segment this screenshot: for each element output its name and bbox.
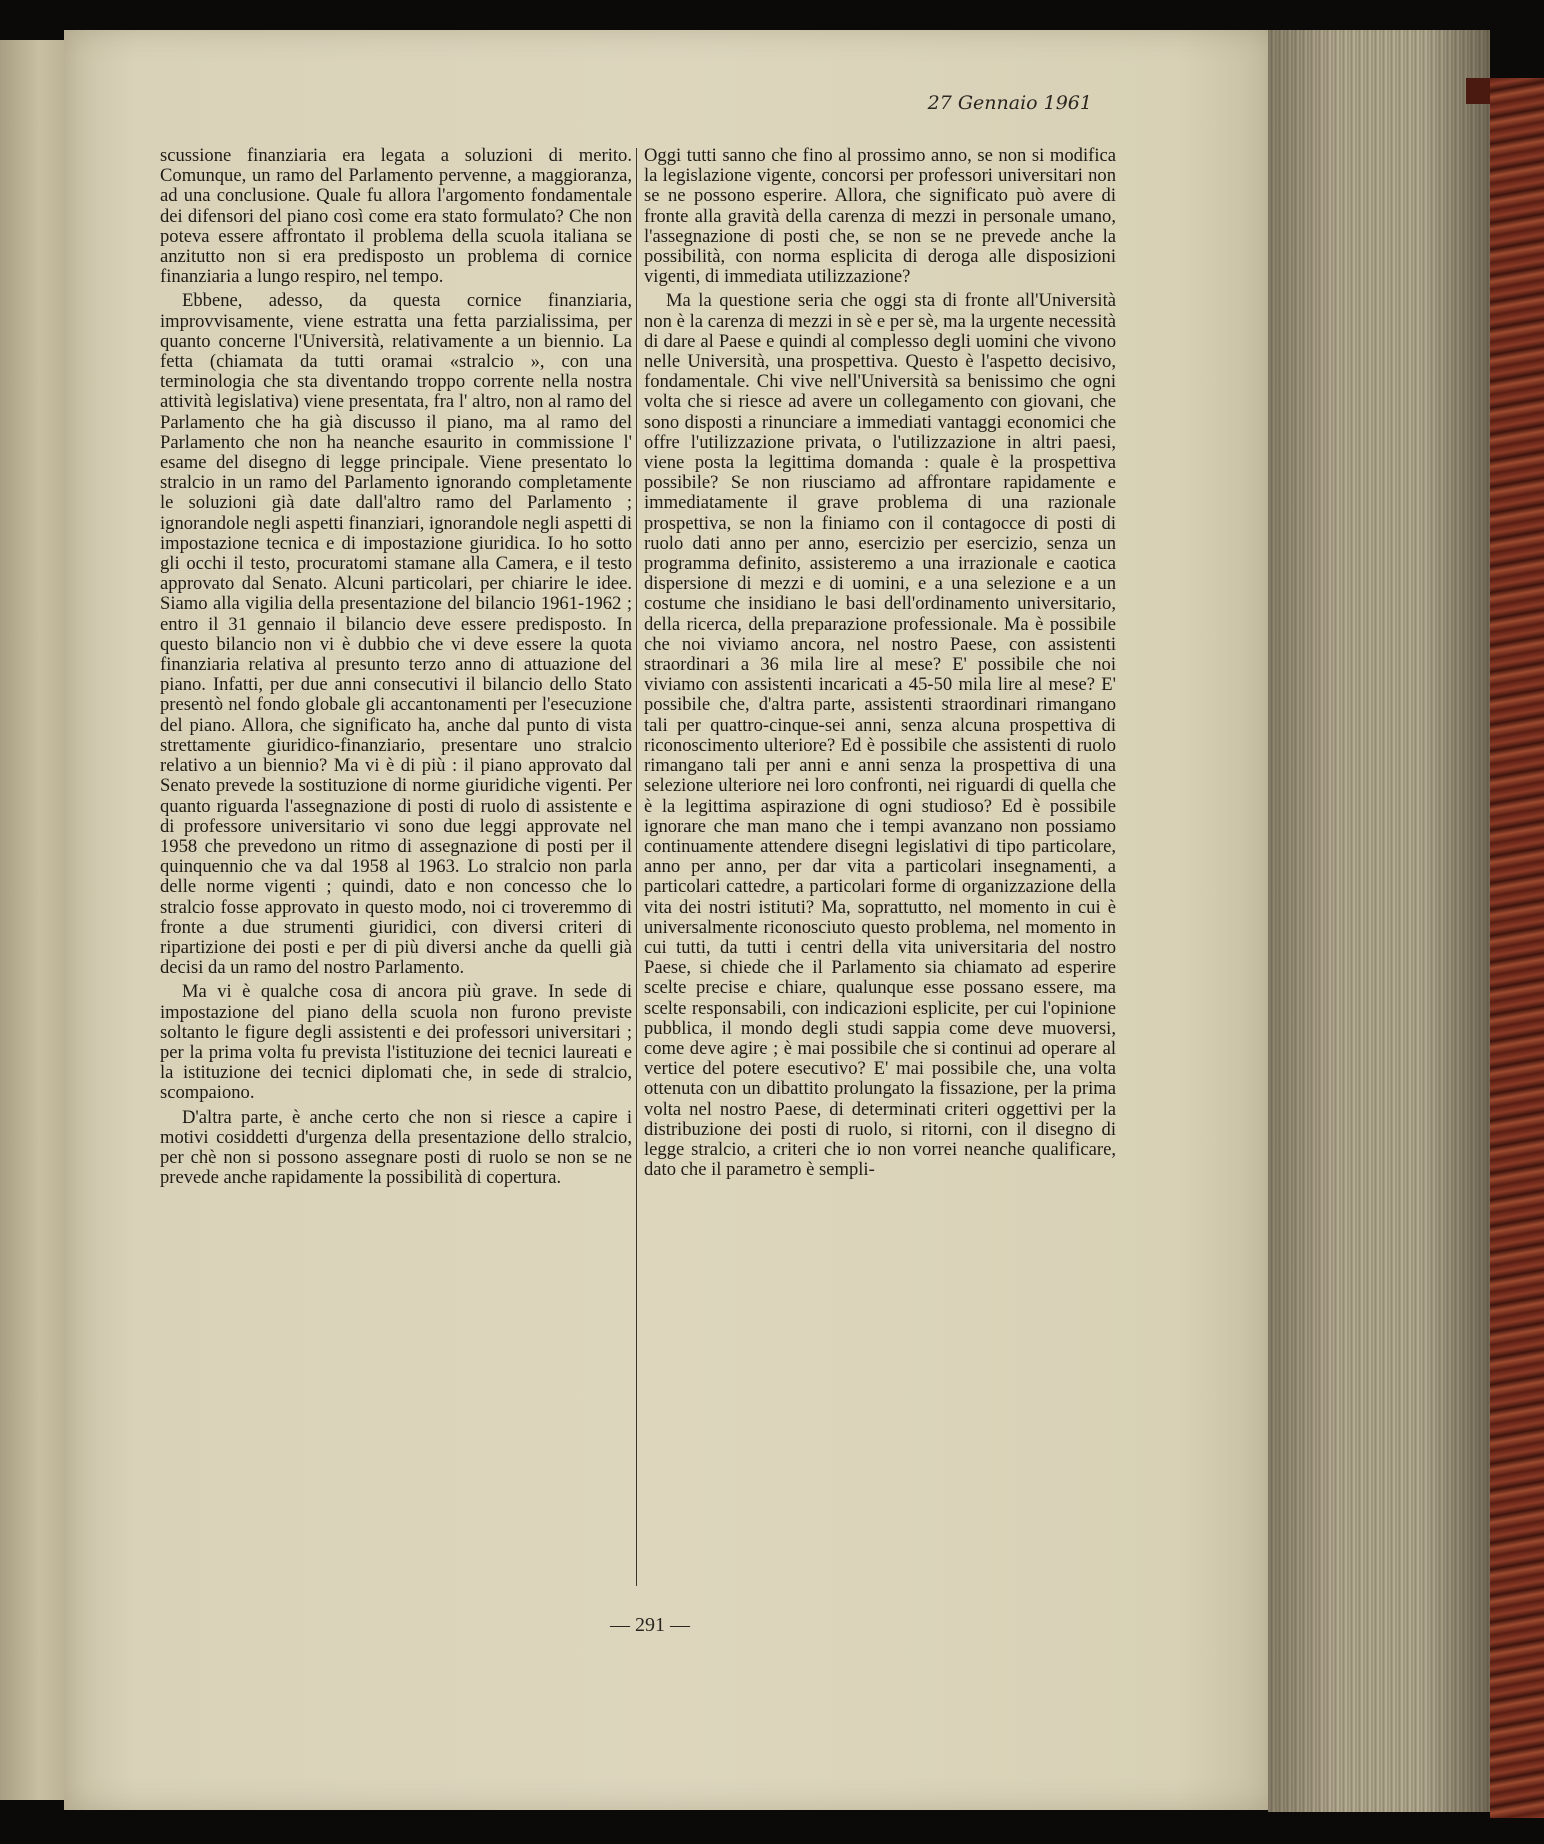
right-text-column: [644, 146, 1116, 1184]
left-text-column: [160, 146, 632, 1192]
paragraph: scussione finanziaria era legata a soluzioni di merito. Comunque, un ramo del Parlamento pervenne, a maggioranza, ad una conclusione. Quale fu allora l'argomento fondamentale dei difensori del piano così come era stato formulato? Che non poteva essere affrontato il problema della scuola italiana se anzitutto non si era predisposto un problema di cornice finanziaria a lungo respiro, nel tempo.: [160, 145, 632, 288]
running-head-date: 27 Gennaio 1961: [927, 92, 1092, 114]
stacked-page-edges: [1268, 30, 1490, 1812]
paragraph: Ma la questione seria che oggi sta di fronte all'Università non è la carenza di mezzi in sè e per sè, ma la urgente necessità di dare al Paese e quindi al complesso degli uomini che vivono nelle Università, una prospettiva. Questo è l'aspetto decisivo, fondamentale. Chi vive nell'Università sa benissimo che ogni volta che si riesce ad avere un collegamento con giovani, che sono disposti a rinunciare a immediati vantaggi economici che offre l'utilizzazione privata, o l'utilizzazione in altri paesi, viene posta la legittima domanda : quale è la prospettiva possibile? Se non riusciamo ad affrontare rapidamente e immediatamente il grave problema di una razionale prospettiva, se non la finiamo con il contagocce di posti di ruolo dati anno per anno, esercizio per esercizio, senza un programma definito, assisteremo a una irrazionale e caotica dispersione di mezzi e di uomini, e a una selezione e a un costume che insidiano le basi dell'ordinamento universitario, della ricerca, della preparazione professionale. Ma è possibile che noi viviamo ancora, nel nostro Paese, con assistenti straordinari a 36 mila lire al mese? E' possibile che noi viviamo con assistenti incaricati a 45-50 mila lire al mese? E' possibile che, d'altra parte, assistenti straordinari rimangano tali per quattro-cinque-sei anni, senza alcuna prospettiva di riconoscimento ulteriore? Ed è possibile che assistenti di ruolo rimangano tali per anni e anni senza la prospettiva di una selezione ulteriore nei loro confronti, nei riguardi di quella che è la legittima aspirazione di ogni studioso? Ed è possibile ignorare che man mano che i tempi avanzano non possiamo continuamente attendere disegni legislativi di tipo particolare, anno per anno, per dar vita a particolari insegnamenti, a particolari cattedre, a particolari forme di organizzazione della vita dei nostri istituti? Ma, soprattutto, nel momento in cui è universalmente riconosciuto questo problema, nel momento in cui tutti, da tutti i centri della vita universitaria del nostro Paese, si chiede che il Parlamento sia chiamato ad esperire scelte precise e chiare, qualunque esse possano essere, ma scelte responsabili, con indicazioni esplicite, per cui l'opinione pubblica, il mondo degli studi sappia come deve muoversi, come deve agire ; è mai possibile che si continui ad operare al vertice del potere esecutivo? E' mai possibile che, una volta ottenuta con un dibattito prolungato la fissazione, per la prima volta nel nostro Paese, di determinati criteri oggettivi per la distribuzione dei posti di ruolo, si ritorni, con il disegno di legge stralcio, a criteri che io non vorrei neanche qualificare, dato che il parametro è sempli-: [644, 290, 1116, 1181]
column-divider: [636, 148, 637, 1586]
paragraph: Ma vi è qualche cosa di ancora più grave. In sede di impostazione del piano della scuola non furono previste soltanto le figure degli assistenti e dei professori universitari ; per la prima volta fu prevista l'istituzione dei tecnici laureati e la istituzione dei tecnici diplomati che, in sede di stralcio, scompaiono.: [160, 981, 632, 1104]
marbled-cover-edge: [1490, 78, 1544, 1818]
paragraph: Oggi tutti sanno che fino al prossimo anno, se non si modifica la legislazione vigente, concorsi per professori universitari non se ne possono esperire. Allora, che significato può avere di fronte alla gravità della carenza di mezzi in personale umano, l'assegnazione di posti che, se non se ne prevede anche la possibilità, con norma esplicita di deroga alle disposizioni vigenti, di immediata utilizzazione?: [644, 145, 1116, 288]
page-number: — 291 —: [610, 1614, 690, 1636]
previous-page-edge: [0, 40, 74, 1800]
paragraph: Ebbene, adesso, da questa cornice finanziaria, improvvisamente, viene estratta una fetta parzialissima, per quanto concerne l'Università, relativamente a un biennio. La fetta (chiamata da tutti oramai «stralcio », con una terminologia che sta diventando troppo corrente nella nostra attività legislativa) viene presentata, fra l' altro, non al ramo del Parlamento che ha già discusso il piano, ma al ramo del Parlamento che non ha neanche esaurito in commissione l' esame del disegno di legge principale. Viene presentato lo stralcio in un ramo del Parlamento ignorando completamente le soluzioni già date dall'altro ramo del Parlamento ; ignorandole negli aspetti finanziari, ignorandole negli aspetti di impostazione tecnica e di impostazione giuridica. Io ho sotto gli occhi il testo, procuratomi stamane alla Camera, e il testo approvato dal Senato. Alcuni particolari, per chiarire le idee. Siamo alla vigilia della presentazione del bilancio 1961-1962 ; entro il 31 gennaio il bilancio deve essere predisposto. In questo bilancio non vi è dubbio che vi deve essere la quota finanziaria relativa al presunto terzo anno di attuazione del piano. Infatti, per due anni consecutivi il bilancio dello Stato presentò nel fondo globale gli accantonamenti per l'esecuzione del piano. Allora, che significato ha, anche dal punto di vista strettamente giuridico-finanziario, presentare uno stralcio relativo a un biennio? Ma vi è di più : il piano approvato dal Senato prevede la sostituzione di norme giuridiche vigenti. Per quanto riguarda l'assegnazione di posti di ruolo di assistente e di professore universitario vi sono due leggi approvate nel 1958 che prevedono un ritmo di assegnazione di posti per il quinquennio che va dal 1958 al 1963. Lo stralcio non parla delle norme vigenti ; quindi, dato e non concesso che lo stralcio fosse approvato in questo modo, noi ci troveremmo di fronte a due strumenti giuridici, con diversi criteri di ripartizione dei posti e per di più diversi anche da quelli già decisi da un ramo del nostro Parlamento.: [160, 290, 632, 979]
paragraph: D'altra parte, è anche certo che non si riesce a capire i motivi cosiddetti d'urgenza della presentazione dello stralcio, per chè non si possono assegnare posti di ruolo se non se ne prevede anche rapidamente la possibilità di copertura.: [160, 1106, 632, 1189]
